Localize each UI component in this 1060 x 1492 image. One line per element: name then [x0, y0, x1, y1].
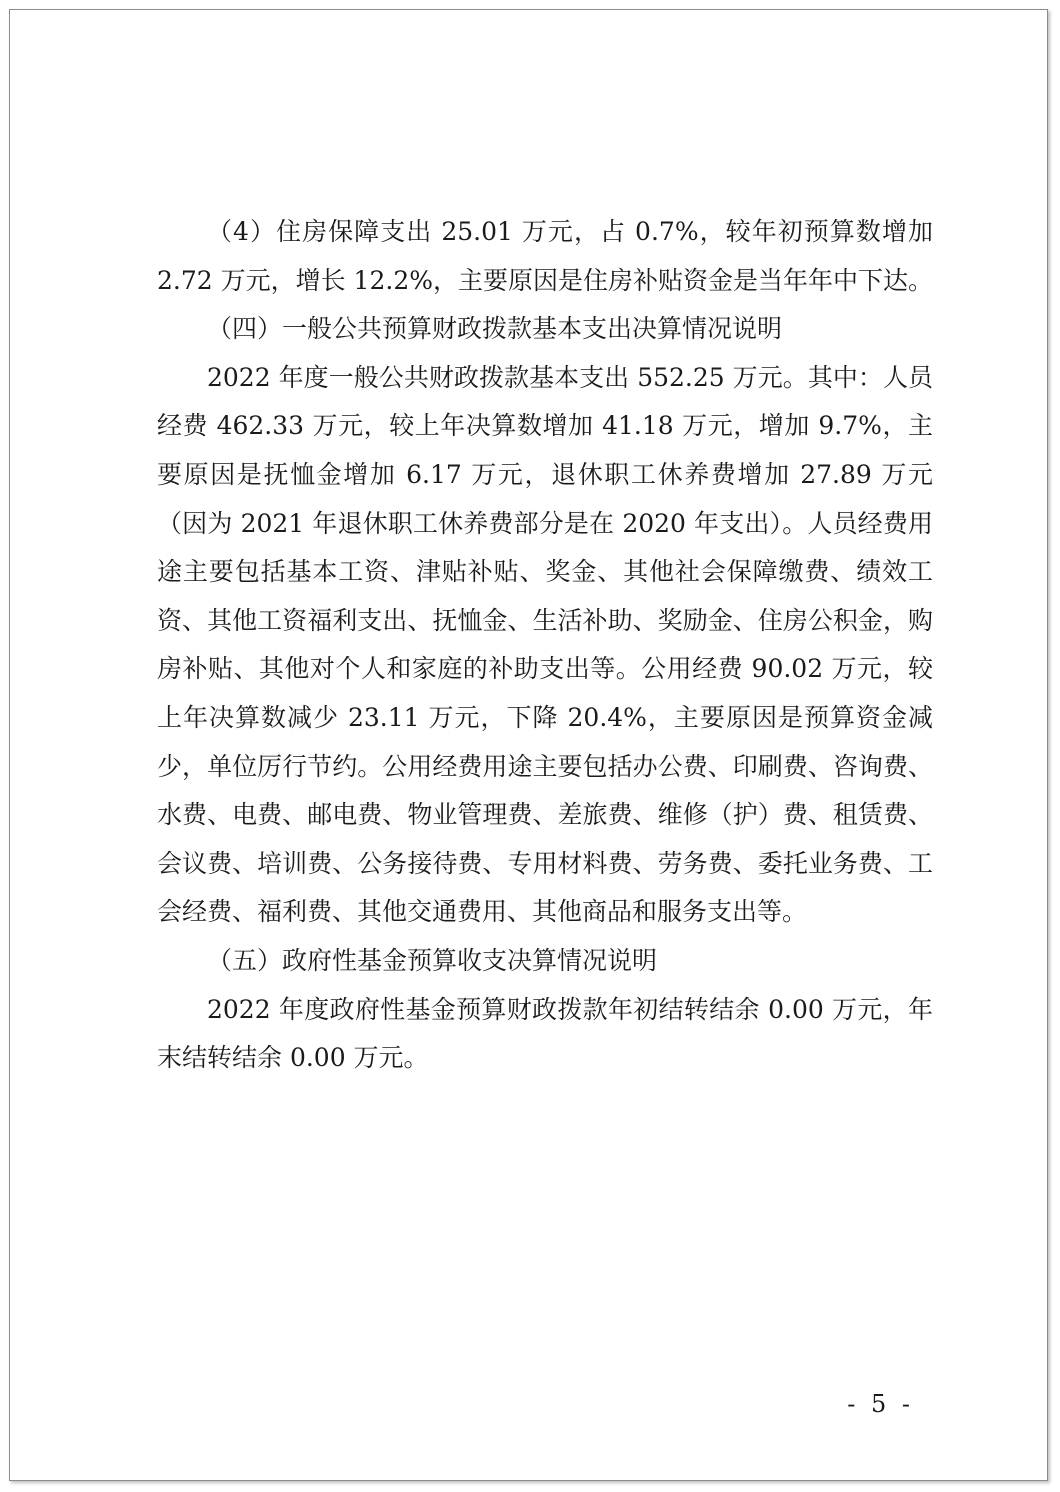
document-body — [157, 208, 933, 1083]
paragraph-basic-expenditure: 2022 年度一般公共财政拨款基本支出 552.25 万元。其中：人员经费 462.33 万元，较上年决算数增加 41.18 万元，增加 9.7%，主要原因是抚恤金增加 6.17 万元，退休职工休养费增加 27.89 万元（因为 2021 年退休职工休养费部分是在 2020 年支出）。人员经费用途主要包括基本工资、津贴补贴、奖金、其他社会保障缴费、绩效工资、其他工资福利支出、抚恤金、生活补助、奖励金、住房公积金，购房补贴、其他对个人和家庭的补助支出等。公用经费 90.02 万元，较上年决算数减少 23.11 万元，下降 20.4%，主要原因是预算资金减少，单位厉行节约。公用经费用途主要包括办公费、印刷费、咨询费、水费、电费、邮电费、物业管理费、差旅费、维修（护）费、租赁费、会议费、培训费、公务接待费、专用材料费、劳务费、委托业务费、工会经费、福利费、其他交通费用、其他商品和服务支出等。 — [157, 362, 933, 927]
paragraph-housing-expenditure: （4）住房保障支出 25.01 万元，占 0.7%，较年初预算数增加 2.72 万元，增长 12.2%，主要原因是住房补贴资金是当年年中下达。 — [157, 217, 933, 295]
page-number: - 5 - — [847, 1390, 914, 1418]
paragraph-government-fund: 2022 年度政府性基金预算财政拨款年初结转结余 0.00 万元，年末结转结余 0.00 万元。 — [157, 994, 933, 1073]
section-heading-basic-expenditure: （四）一般公共预算财政拨款基本支出决算情况说明 — [207, 314, 783, 344]
document-page — [9, 9, 1048, 1481]
section-heading-government-fund: （五）政府性基金预算收支决算情况说明 — [207, 945, 658, 975]
